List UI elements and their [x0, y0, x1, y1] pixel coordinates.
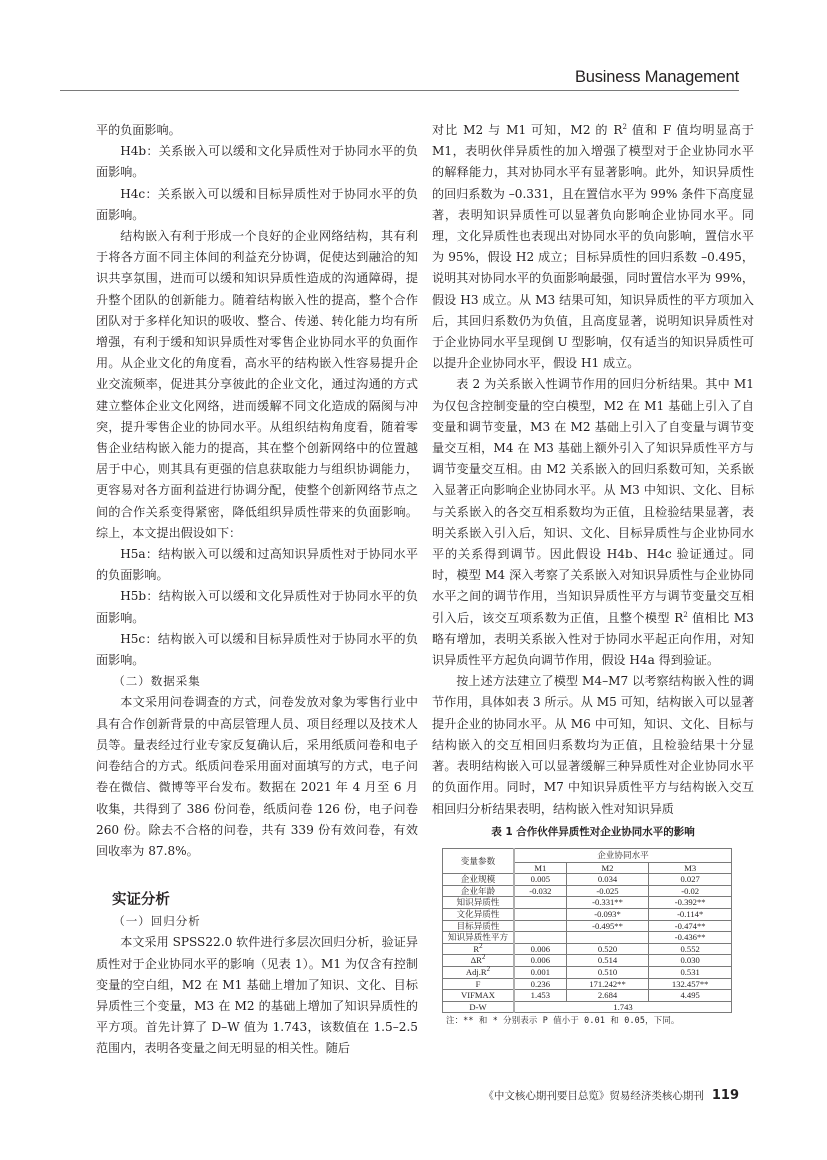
text-run: 对比 M2 与 M1 可知，M2 的 R [432, 123, 623, 137]
table-body [443, 874, 732, 1002]
table-cell [514, 920, 566, 932]
row-label: D-W [443, 1001, 515, 1013]
table-row [443, 874, 732, 886]
row-label [443, 897, 515, 909]
table-cell: 0.552 [649, 943, 732, 955]
superscript: 2 [481, 953, 486, 962]
row-label [443, 909, 515, 921]
paragraph-m2-comparison [432, 120, 754, 374]
table-cell: -0.495** [566, 920, 649, 932]
hypothesis-h4c: H4c：关系嵌入可以缓和目标异质性对于协同水平的负面影响。 [96, 186, 418, 222]
paragraph: 平的负面影响。 [96, 123, 181, 137]
table-cell: -0.02 [649, 885, 732, 897]
table-header-model: M3 [649, 862, 732, 874]
subheading-data-collection: （二）数据采集 [113, 674, 201, 689]
row-label [443, 920, 515, 932]
paragraph-regression: 本文采用 SPSS22.0 软件进行多层次回归分析，验证异质性对于企业协同水平的影响（见表 1）。M1 为仅含有控制变量的空白组，M2 在 M1 基础上增加了知识、文化、目标异质性三个变量，M3 在 M2 的基础上增加了知识异质性的平方项。首先计算了 D–W 值为 1.743，该数值在 1.5–2.5 范围内，表明各变量之间无明显的相关性。随后 [96, 935, 418, 1056]
table-cell: -0.436** [649, 932, 732, 944]
table-row [443, 978, 732, 990]
table-cell: -0.392** [649, 897, 732, 909]
table-cell [514, 897, 566, 909]
row-label-text: VIFMAX [461, 990, 495, 1001]
table-row [443, 932, 732, 944]
table-cell: -0.093* [566, 909, 649, 921]
left-column [96, 120, 418, 1060]
hypothesis-h5b: H5b：结构嵌入可以缓和文化异质性对于协同水平的负面影响。 [96, 589, 418, 625]
section-title-empirical: 实证分析 [111, 892, 170, 909]
superscript: 2 [486, 965, 491, 974]
table-cell: -0.474** [649, 920, 732, 932]
table-cell: 0.005 [514, 874, 566, 886]
row-label-text: 目标异质性 [456, 920, 500, 931]
paragraph-structural-models: 按上述方法建立了模型 M4–M7 以考察结构嵌入性的调节作用，具体如表 3 所示。从 M5 可知，结构嵌入可以显著提升企业的协同水平。从 M6 中可知，知识、文化、目标与结构嵌入的交互相回归系数均为正值，且检验结果十分显著。表明结构嵌入可以显著缓解三种异质性对企业协同水平的负面作用。同时，M7 中知识异质性平方与结构嵌入交互相回归分析结果表明，结构嵌入性对知识异质 [432, 674, 754, 816]
table-cell: -0.114* [649, 909, 732, 921]
table-cell: -0.331** [566, 897, 649, 909]
table-cell: 132.457** [649, 978, 732, 990]
table-cell: 0.236 [514, 978, 566, 990]
table-caption: 表 1 合作伙伴异质性对企业协同水平的影响 [491, 825, 695, 838]
table-header-group: 企业协同水平 [514, 848, 732, 862]
table-cell: 0.531 [649, 967, 732, 979]
table-header-model: M2 [566, 862, 649, 874]
row-label-text: 企业规模 [460, 874, 496, 885]
table-cell [566, 932, 649, 944]
row-label-text: F [475, 978, 481, 989]
table-row [443, 897, 732, 909]
table-cell: -0.032 [514, 885, 566, 897]
table-cell [514, 909, 566, 921]
table-cell: 0.006 [514, 955, 566, 967]
table-header-model: M1 [514, 862, 566, 874]
row-label [443, 874, 515, 886]
table-row [443, 885, 732, 897]
row-label-text: ΔR [470, 955, 482, 966]
table-cell: 0.520 [566, 943, 649, 955]
hypothesis-h5c: H5c：结构嵌入可以缓和目标异质性对于协同水平的负面影响。 [96, 631, 418, 668]
row-label-text: Adj.R [465, 967, 487, 978]
regression-table [442, 848, 732, 1014]
text-run: 表 2 为关系嵌入性调节作用的回归分析结果。其中 M1 为仅包含控制变量的空白模型，M2 在 M1 基础上引入了自变量和调节变量，M3 在 M2 基础上引入了自变量与调节变量交互相，M4 在 M3 基础上额外引入了知识异质性平方与调节变量交互相。由 M2 关系嵌入的回归系数可知，关系嵌入显著正向影响企业协同水平。从 M3 中知识、文化、目标与关系嵌入的各交互相系数均为正值，且检验结果显著，表明关系嵌入引入后，知识、文化、目标异质性与企业协同水平的关系得到调节。因此假设 H4b、H4c 验证通过。同时，模型 M4 深入考察了关系嵌入对知识异质性与企业协同水平之间的调节作用，当知识异质性平方与调节变量交互相引入后，该交互项系数为正值，且整个模型 R [432, 377, 754, 625]
table-row [443, 909, 732, 921]
table-cell: 0.001 [514, 967, 566, 979]
table-cell: 0.034 [566, 874, 649, 886]
header-divider [60, 90, 739, 91]
superscript: 2 [683, 610, 688, 619]
table-cell: 0.027 [649, 874, 732, 886]
paragraph-relational-embedding [432, 374, 754, 671]
row-label [443, 943, 515, 955]
table-cell: 0.030 [649, 955, 732, 967]
hypothesis-h5a: H5a：结构嵌入可以缓和过高知识异质性对于协同水平的负面影响。 [96, 547, 418, 583]
table-row [443, 943, 732, 955]
page-number: 119 [711, 1088, 739, 1103]
paragraph-structural-embedding: 结构嵌入有利于形成一个良好的企业网络结构，其有利于将各方面不同主体间的利益充分协调，促使达到融洽的知识共享氛围，进而可以缓和知识异质性造成的沟通障碍，提升整个团队的创新能力。随着结构嵌入性的提高，整个合作团队对于多样化知识的吸收、整合、传递、转化能力均有所增强，有利于缓和知识异质性对零售企业协同水平的负面作用。从企业文化的角度看，高水平的结构嵌入性容易提升企业交流频率，促进其分享彼此的企业文化，通过沟通的方式建立整体企业文化网络，进而缓解不同文化造成的隔阂与冲突，提升零售企业的协同水平。从组织结构角度看，随着零售企业结构嵌入能力的提高，其在整个创新网络中的位置越居于中心，则其具有更强的信息获取能力与组织协调能力，更容易对各方面利益进行协调分配，使整个创新网络节点之间的合作关系变得紧密，降低组织异质性带来的负面影响。综上，本文提出假设如下： [96, 229, 418, 540]
row-label [443, 978, 515, 990]
table-note: 注：** 和 * 分别表示 P 值小于 0.01 和 0.05，下同。 [446, 1015, 680, 1026]
row-label [443, 955, 515, 967]
table-row [443, 990, 732, 1002]
subheading-regression: （一）回归分析 [113, 914, 201, 929]
table-row [443, 920, 732, 932]
superscript: 2 [622, 122, 627, 131]
table-cell: -0.025 [566, 885, 649, 897]
table-cell: 4.495 [649, 990, 732, 1002]
row-label-text: R [473, 943, 480, 954]
journal-section-title: Business Management [574, 68, 739, 86]
row-label [443, 967, 515, 979]
table-row [443, 967, 732, 979]
table-row-dw [443, 1001, 732, 1013]
table-cell: 2.684 [566, 990, 649, 1002]
table-cell [514, 932, 566, 944]
text-run: 值相比 M3 略有增加，表明关系嵌入性对于协同水平起正向作用，对知识异质性平方起负向调节作用，假设 H4a 得到验证。 [432, 610, 754, 668]
table-cell: 171.242** [566, 978, 649, 990]
table-cell: 1.453 [514, 990, 566, 1002]
row-label-text: 知识异质性 [456, 897, 500, 908]
right-column [432, 120, 754, 1027]
hypothesis-h4b: H4b：关系嵌入可以缓和文化异质性对于协同水平的负面影响。 [96, 144, 418, 180]
table-cell: 0.514 [566, 955, 649, 967]
row-label [443, 885, 515, 897]
table-cell: 0.510 [566, 967, 649, 979]
paragraph-data-collection: 本文采用问卷调查的方式，问卷发放对象为零售行业中具有合作创新背景的中高层管理人员、项目经理以及技术人员等。量表经过行业专家反复确认后，采用纸质问卷和电子问卷结合的方式。纸质问卷采用面对面填写的方式，电子问卷在微信、微博等平台发布。数据在 2021 年 4 月至 6 月收集，共得到了 386 份问卷，纸质问卷 126 份，电子问卷 260 份。除去不合格的问卷，共有 339 份有效问卷，有效回收率为 87.8%。 [96, 695, 418, 858]
table-cell: 0.006 [514, 943, 566, 955]
journal-index-note: 《中文核心期刊要目总览》贸易经济类核心期刊 [483, 1090, 704, 1102]
table-1-block [432, 824, 754, 1028]
row-label-text: 知识异质性平方 [447, 932, 509, 943]
text-run: 值和 F 值均明显高于 M1，表明伙伴异质性的加入增强了模型对于企业协同水平的解释能力，其对协同水平有显著影响。此外，知识异质性的回归系数为 –0.331，且在置信水平为 99% 条件下高度显著，表明知识异质性可以显著负向影响企业协同水平。同理，文化异质性也表现出对协同水平的负向影响，置信水平为 95%，假设 H2 成立；目标异质性的回归系数 –0.495，说明其对协同水平的负面影响最强，同时置信水平为 99%，假设 H3 成立。从 M3 结果可知，知识异质性的平方项加入后，其回归系数仍为负值，且高度显著，说明知识异质性对于企业协同水平呈现倒 U 型影响，仅有适当的知识异质性可以提升企业协同水平，假设 H1 成立。 [432, 123, 754, 371]
row-label [443, 990, 515, 1002]
dw-value: 1.743 [514, 1001, 732, 1013]
row-label-text: 文化异质性 [456, 909, 500, 920]
superscript: 2 [479, 942, 483, 950]
table-header-variable: 变量参数 [443, 848, 515, 874]
row-label-text: 企业年龄 [460, 885, 496, 896]
page-footer [483, 1088, 739, 1103]
